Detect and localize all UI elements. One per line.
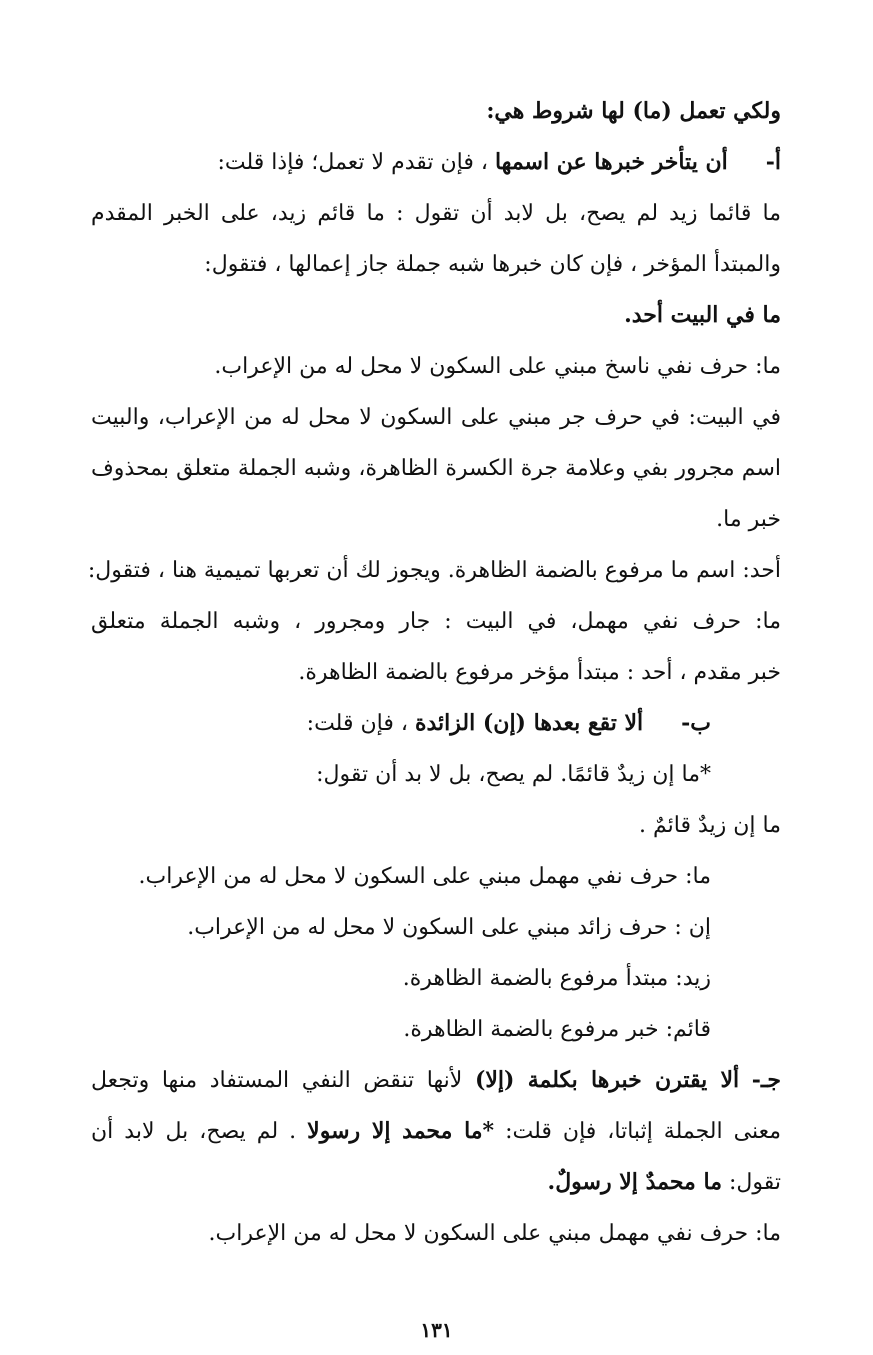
- condition-c-line-2: [91, 1106, 781, 1157]
- example-wrong: *ما إن زيدٌ قائمًا. لم يصح، بل لا بد أن تقول:: [316, 762, 711, 787]
- analysis-line: اسم مجرور بفي وعلامة جرة الكسرة الظاهرة، وشبه الجملة متعلق بمحذوف: [91, 456, 781, 481]
- condition-b: [91, 698, 781, 749]
- condition-a: [91, 137, 781, 188]
- condition-a-label: أ-: [765, 149, 781, 175]
- condition-b-rest: ، فإن قلت:: [306, 711, 408, 736]
- analysis-line: في البيت: في حرف جر مبني على السكون لا محل له من الإعراب، والبيت: [91, 405, 781, 430]
- condition-b-bold-text: ألا تقع بعدها (إن) الزائدة: [414, 710, 644, 736]
- page-number: ١٣١: [420, 1318, 453, 1342]
- condition-c-line-3-example: ما محمدٌ إلا رسولٌ.: [547, 1169, 722, 1195]
- analysis-line: ما: حرف نفي مهمل، في البيت : جار ومجرور ، وشبه الجملة متعلق: [91, 609, 781, 634]
- analysis-line: ما: حرف نفي ناسخ مبني على السكون لا محل له من الإعراب.: [214, 354, 781, 379]
- analysis-line: خبر مقدم ، أحد : مبتدأ مؤخر مرفوع بالضمة الظاهرة.: [298, 660, 781, 685]
- example-correct: ما إن زيدٌ قائمٌ .: [638, 813, 781, 838]
- condition-b-label: ب-: [681, 710, 711, 736]
- paragraph-line: ما قائما زيد لم يصح، بل لابد أن تقول : ما قائم زيد، على الخبر المقدم: [91, 201, 781, 226]
- condition-c-label: جـ-: [751, 1067, 781, 1093]
- condition-c: [91, 1055, 781, 1106]
- example-sentence: ما في البيت أحد.: [624, 302, 781, 328]
- analysis-line: إن : حرف زائد مبني على السكون لا محل له من الإعراب.: [187, 915, 711, 940]
- condition-c-line-2-end: . لم يصح، بل لابد أن: [91, 1119, 297, 1144]
- condition-c-rest: لأنها تنقض النفي المستفاد منها وتجعل: [91, 1068, 463, 1093]
- analysis-line: خبر ما.: [716, 507, 781, 532]
- condition-c-line-2-start: معنى الجملة إثباتا، فإن قلت:: [505, 1119, 781, 1144]
- section-heading: ولكي تعمل (ما) لها شروط هي:: [486, 98, 781, 124]
- analysis-line: أحد: اسم ما مرفوع بالضمة الظاهرة. ويجوز لك أن تعربها تميمية هنا ، فتقول:: [87, 558, 781, 583]
- condition-c-line-2-example: *ما محمد إلا رسولا: [307, 1118, 495, 1144]
- analysis-line: قائم: خبر مرفوع بالضمة الظاهرة.: [403, 1017, 711, 1042]
- analysis-line: ما: حرف نفي مهمل مبني على السكون لا محل له من الإعراب.: [138, 864, 711, 889]
- condition-a-bold-text: أن يتأخر خبرها عن اسمها: [494, 149, 728, 175]
- condition-c-bold-text: ألا يقترن خبرها بكلمة (إلا): [474, 1067, 740, 1093]
- condition-c-line-3: [91, 1157, 781, 1208]
- paragraph-line: والمبتدأ المؤخر ، فإن كان خبرها شبه جملة جاز إعمالها ، فتقول:: [204, 252, 781, 277]
- condition-a-rest: ، فإن تقدم لا تعمل؛ فإذا قلت:: [217, 150, 488, 175]
- analysis-line: زيد: مبتدأ مرفوع بالضمة الظاهرة.: [402, 966, 711, 991]
- condition-c-line-3-start: تقول:: [728, 1170, 781, 1195]
- page-body: [87, 86, 781, 1259]
- analysis-line: ما: حرف نفي مهمل مبني على السكون لا محل له من الإعراب.: [208, 1221, 781, 1246]
